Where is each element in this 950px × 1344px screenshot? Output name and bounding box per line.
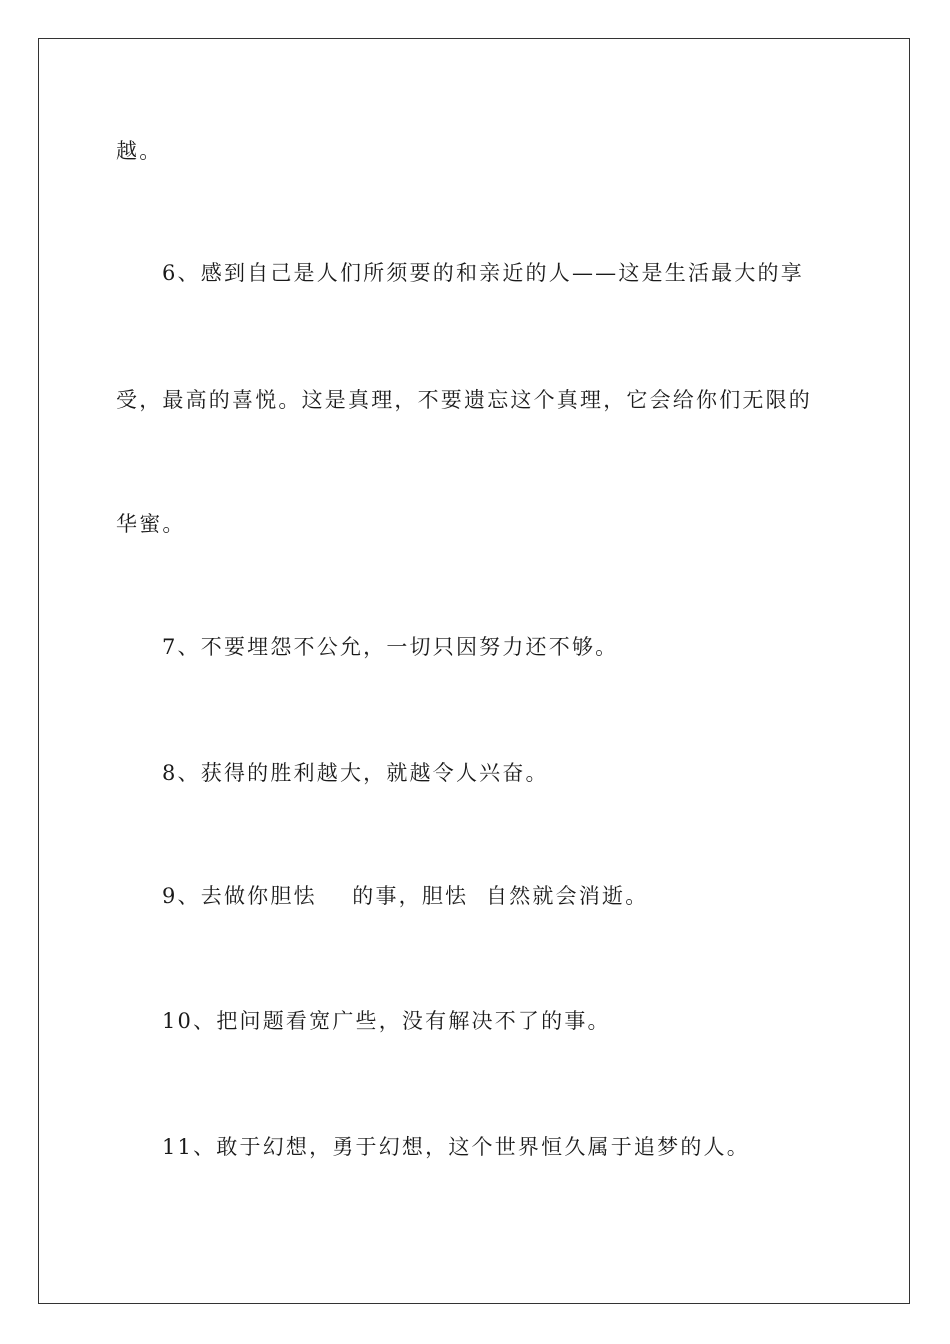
paragraph-11: 11、敢于幻想，勇于幻想，这个世界恒久属于追梦的人。 — [162, 1135, 750, 1159]
paragraph-10: 10、把问题看宽广些，没有解决不了的事。 — [162, 1009, 611, 1033]
text-line-continuation: 越。 — [116, 139, 163, 163]
paragraph-6-line-3: 华蜜。 — [116, 512, 186, 536]
paragraph-7: 7、不要埋怨不公允，一切只因努力还不够。 — [162, 635, 619, 659]
paragraph-6-line-2: 受，最高的喜悦。这是真理，不要遗忘这个真理，它会给你们无限的 — [116, 388, 812, 412]
paragraph-8: 8、获得的胜利越大，就越令人兴奋。 — [162, 761, 549, 785]
paragraph-6-line-1: 6、感到自己是人们所须要的和亲近的人——这是生活最大的享 — [162, 261, 804, 285]
page-frame — [38, 38, 910, 1304]
paragraph-9: 9、去做你胆怯 的事，胆怯 自然就会消逝。 — [162, 884, 649, 908]
